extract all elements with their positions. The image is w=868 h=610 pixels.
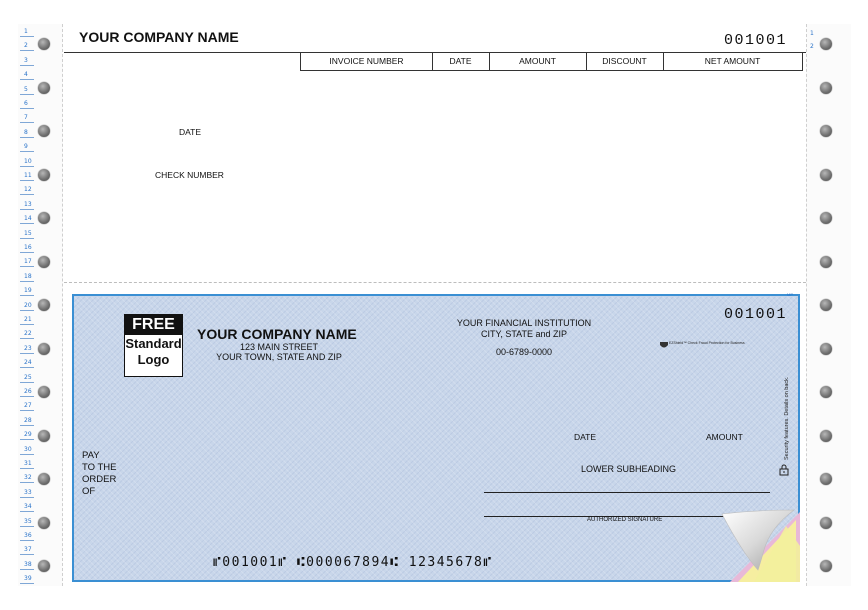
line-number: 26 bbox=[24, 388, 32, 395]
right-line-number: 2 bbox=[810, 43, 814, 50]
tractor-hole bbox=[820, 386, 832, 398]
tractor-hole bbox=[38, 430, 50, 442]
ezshield-badge bbox=[660, 341, 750, 353]
line-number: 21 bbox=[24, 316, 32, 323]
pay-line-4: OF bbox=[82, 486, 96, 497]
line-number: 30 bbox=[24, 445, 32, 453]
tractor-hole bbox=[38, 299, 50, 311]
pay-line-1: PAY bbox=[82, 450, 100, 461]
payee-line bbox=[484, 492, 770, 493]
line-number: 22 bbox=[24, 330, 32, 338]
company-logo bbox=[124, 314, 183, 377]
tractor-hole bbox=[820, 473, 832, 485]
tractor-hole bbox=[38, 560, 50, 572]
line-number: 12 bbox=[24, 186, 32, 194]
line-number-rule bbox=[20, 94, 34, 95]
line-number-rule bbox=[20, 569, 34, 570]
line-number-rule bbox=[20, 108, 34, 109]
tractor-hole bbox=[38, 82, 50, 94]
tractor-hole bbox=[38, 38, 50, 50]
line-number-rule bbox=[20, 295, 34, 296]
line-number: 14 bbox=[24, 215, 32, 223]
page-curl-graphic bbox=[720, 506, 806, 586]
authorized-signature-label: AUTHORIZED SIGNATURE bbox=[587, 517, 663, 523]
line-number-rule bbox=[20, 468, 34, 469]
check-number: 001001 bbox=[724, 306, 788, 323]
security-text: Security features. Details on back. bbox=[784, 376, 790, 460]
line-number-rule bbox=[20, 526, 34, 527]
right-line-number: 1 bbox=[810, 30, 814, 37]
line-number-rule bbox=[20, 338, 34, 339]
line-number: 33 bbox=[24, 488, 32, 496]
tractor-hole bbox=[38, 256, 50, 268]
line-number: 3 bbox=[24, 56, 28, 64]
tractor-hole bbox=[38, 473, 50, 485]
tractor-hole bbox=[820, 560, 832, 572]
line-number-rule bbox=[20, 209, 34, 210]
column-date: DATE bbox=[432, 52, 490, 71]
line-number: 32 bbox=[24, 474, 32, 482]
column-invoice-number: INVOICE NUMBER bbox=[300, 52, 433, 71]
line-number-rule bbox=[20, 497, 34, 498]
line-number: 6 bbox=[24, 100, 28, 107]
tractor-hole bbox=[820, 38, 832, 50]
line-number-rule bbox=[20, 310, 34, 311]
tractor-hole bbox=[820, 517, 832, 529]
line-number-rule bbox=[20, 50, 34, 51]
stub-check-number: 001001 bbox=[724, 32, 788, 49]
line-number: 20 bbox=[24, 301, 32, 309]
line-number: 35 bbox=[24, 517, 32, 525]
line-number-rule bbox=[20, 324, 34, 325]
stub-date-label: DATE bbox=[179, 127, 202, 137]
line-number-rule bbox=[20, 36, 34, 37]
line-number-rule bbox=[20, 79, 34, 80]
column-discount: DISCOUNT bbox=[586, 52, 664, 71]
tractor-hole bbox=[38, 125, 50, 137]
tractor-hole bbox=[820, 82, 832, 94]
line-number-rule bbox=[20, 396, 34, 397]
line-number: 27 bbox=[24, 402, 32, 410]
line-number: 10 bbox=[24, 157, 32, 165]
ezshield-text: EZShield™ Check Fraud Protection for Business bbox=[669, 341, 745, 345]
logo-logo-text: Logo bbox=[137, 352, 170, 367]
line-number: 1 bbox=[24, 28, 28, 35]
line-number: 15 bbox=[24, 229, 32, 237]
tractor-hole bbox=[38, 343, 50, 355]
line-number: 17 bbox=[24, 258, 32, 266]
line-number: 39 bbox=[24, 575, 32, 583]
line-number-rule bbox=[20, 238, 34, 239]
line-number-rule bbox=[20, 122, 34, 123]
bank-city: CITY, STATE and ZIP bbox=[480, 329, 568, 339]
line-number-rule bbox=[20, 180, 34, 181]
tractor-hole bbox=[820, 299, 832, 311]
micr-line: ⑈001001⑈ ⑆000067894⑆ 12345678⑈ bbox=[213, 555, 493, 570]
line-number-rule bbox=[20, 194, 34, 195]
line-number: 9 bbox=[24, 143, 28, 151]
line-number: 24 bbox=[24, 359, 32, 367]
line-number-rule bbox=[20, 151, 34, 152]
line-number-rule bbox=[20, 353, 34, 354]
line-number-rule bbox=[20, 410, 34, 411]
tractor-hole bbox=[820, 212, 832, 224]
tractor-hole bbox=[38, 517, 50, 529]
line-number-rule bbox=[20, 166, 34, 167]
logo-standard-text: Standard bbox=[125, 336, 182, 351]
line-number: 2 bbox=[24, 42, 28, 50]
line-number: 38 bbox=[24, 560, 32, 568]
column-net-amount: NET AMOUNT bbox=[663, 52, 803, 71]
tractor-hole bbox=[38, 212, 50, 224]
check-date-label: DATE bbox=[574, 432, 597, 442]
tractor-hole bbox=[820, 256, 832, 268]
line-number: 31 bbox=[24, 460, 32, 467]
stub-company-name: YOUR COMPANY NAME bbox=[79, 29, 239, 45]
mp-mark: MP bbox=[787, 292, 793, 297]
address-line-2: YOUR TOWN, STATE AND ZIP bbox=[216, 352, 342, 362]
line-number-rule bbox=[20, 439, 34, 440]
line-number: 16 bbox=[24, 244, 32, 251]
line-number: 34 bbox=[24, 503, 32, 511]
line-number: 5 bbox=[24, 85, 28, 93]
line-number: 23 bbox=[24, 344, 32, 352]
line-number-rule bbox=[20, 367, 34, 368]
line-number: 37 bbox=[24, 546, 32, 554]
stub-check-number-label: CHECK NUMBER bbox=[155, 170, 224, 180]
line-number: 19 bbox=[24, 287, 32, 295]
security-features-note bbox=[782, 352, 792, 462]
logo-free-text: FREE bbox=[125, 315, 182, 335]
line-number-rule bbox=[20, 281, 34, 282]
line-number-rule bbox=[20, 482, 34, 483]
address-line-1: 123 MAIN STREET bbox=[239, 342, 319, 352]
line-number: 4 bbox=[24, 71, 28, 79]
pay-line-2: TO THE bbox=[82, 462, 117, 473]
line-number: 18 bbox=[24, 272, 32, 280]
line-number-rule bbox=[20, 454, 34, 455]
line-number: 28 bbox=[24, 416, 32, 424]
routing-fraction: 00-6789-0000 bbox=[495, 347, 553, 357]
tractor-hole bbox=[38, 169, 50, 181]
tractor-hole bbox=[820, 430, 832, 442]
pay-to-the-order-label bbox=[82, 450, 117, 498]
line-number-rule bbox=[20, 137, 34, 138]
bank-name: YOUR FINANCIAL INSTITUTION bbox=[456, 318, 592, 328]
line-number-rule bbox=[20, 583, 34, 584]
line-number-rule bbox=[20, 554, 34, 555]
column-amount: AMOUNT bbox=[489, 52, 587, 71]
check-amount-label: AMOUNT bbox=[706, 432, 743, 442]
line-number: 25 bbox=[24, 373, 32, 381]
line-number: 7 bbox=[24, 114, 28, 122]
line-number-rule bbox=[20, 511, 34, 512]
line-number-rule bbox=[20, 266, 34, 267]
line-number: 36 bbox=[24, 532, 32, 539]
line-number-rule bbox=[20, 540, 34, 541]
line-number-rule bbox=[20, 382, 34, 383]
line-number: 29 bbox=[24, 431, 32, 439]
tractor-hole bbox=[820, 125, 832, 137]
tractor-hole bbox=[820, 343, 832, 355]
line-number: 8 bbox=[24, 128, 28, 136]
lower-subheading: LOWER SUBHEADING bbox=[581, 464, 677, 474]
pay-line-3: ORDER bbox=[82, 474, 117, 485]
line-number-rule bbox=[20, 65, 34, 66]
tractor-hole bbox=[38, 386, 50, 398]
shield-icon bbox=[660, 342, 668, 349]
line-number-rule bbox=[20, 252, 34, 253]
check-company-name: YOUR COMPANY NAME bbox=[197, 326, 357, 342]
line-number-rule bbox=[20, 425, 34, 426]
line-number: 13 bbox=[24, 200, 32, 208]
line-number-rule bbox=[20, 223, 34, 224]
tractor-hole bbox=[820, 169, 832, 181]
line-number: 11 bbox=[24, 172, 32, 179]
padlock-icon bbox=[779, 464, 789, 476]
